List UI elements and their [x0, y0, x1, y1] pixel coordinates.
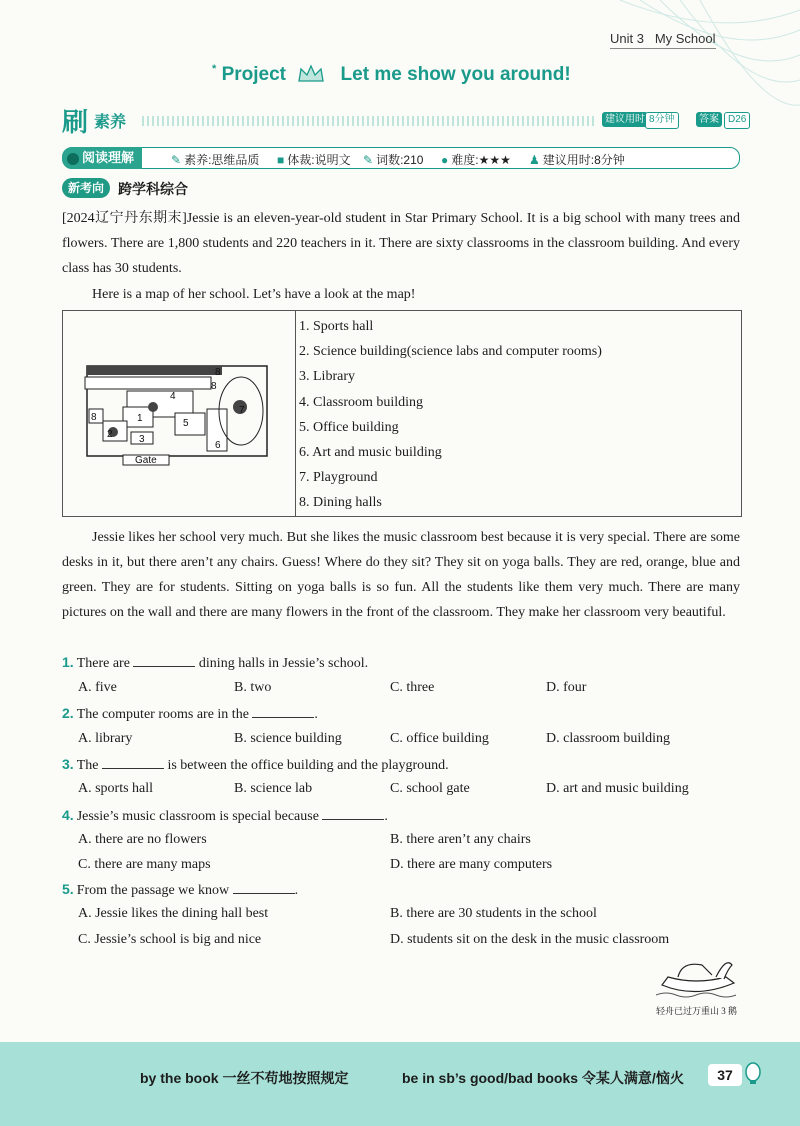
legend-item: 7. Playground [299, 470, 378, 486]
question-3: 3. The is between the office building and the playground. [62, 756, 449, 773]
unit-header [610, 31, 716, 49]
answer-tag-value: D26 [724, 112, 750, 129]
passage-paragraph-1: [2024辽宁丹东期末]Jessie is an eleven-year-old student in Star Primary School. It is a big school with many trees and flowers. There are 1,800 students and 220 teachers in it. There are sixty classrooms in the classroom building. And every class has 30 students. [62, 211, 740, 276]
q5-option-c[interactable]: C. Jessie’s school is big and nice [78, 932, 262, 947]
section-stripe [142, 116, 597, 126]
answer-blank[interactable] [233, 881, 295, 894]
map-label-6: 6 [215, 440, 221, 451]
unit-title: My School [654, 31, 716, 46]
map-label-3: 3 [139, 434, 145, 445]
q2-option-d[interactable]: D. classroom building [546, 731, 671, 746]
footer-phrase-2: be in sb’s good/bad books 令某人满意/恼火 [402, 1070, 684, 1086]
q1-option-c[interactable]: C. three [390, 680, 435, 695]
school-map [63, 311, 296, 516]
q1-option-a[interactable]: A. five [78, 680, 117, 695]
q3-option-c[interactable]: C. school gate [390, 781, 470, 796]
bullet-icon [67, 153, 79, 165]
suyang-label: 素养 [94, 114, 127, 131]
answer-blank[interactable] [252, 705, 314, 718]
illustration-caption: 轻舟已过万重山 3 鹅 [656, 1006, 738, 1016]
legend-item: 5. Office building [299, 419, 399, 435]
answer-tag-label: 答案 [696, 112, 722, 127]
q5-option-d[interactable]: D. students sit on the desk in the music classroom [390, 932, 670, 947]
map-label-1: 1 [137, 413, 143, 424]
time-tag-value: 8分钟 [645, 112, 679, 129]
q3-option-a[interactable]: A. sports hall [78, 781, 154, 796]
question-1: 1. There are dining halls in Jessie’s school. [62, 654, 369, 671]
q2-option-b[interactable]: B. science building [234, 731, 342, 746]
map-label-4: 4 [170, 391, 176, 402]
answer-blank[interactable] [102, 756, 164, 769]
q1-option-b[interactable]: B. two [234, 680, 272, 695]
q4-option-d[interactable]: D. there are many computers [390, 857, 553, 872]
answer-blank[interactable] [133, 654, 195, 667]
meta-suyang: ✎ 素养:思维品质 [171, 153, 260, 167]
new-exam-badge: 新考向 [62, 178, 110, 198]
school-map-drawing [63, 311, 295, 516]
shua-label: 刷 [62, 107, 89, 137]
map-top-wall [87, 366, 222, 375]
project-title-text: Let me show you around! [340, 64, 571, 85]
map-label-5: 5 [183, 418, 189, 429]
reading-title: 阅读理解 [62, 147, 142, 169]
passage-paragraph-2: Here is a map of her school. Let’s have a look at the map! [92, 287, 416, 302]
map-label-8-top: 8 [215, 367, 221, 378]
q4-option-c[interactable]: C. there are many maps [78, 857, 211, 872]
reading-info-bar [62, 147, 740, 169]
meta-genre: ■ 体裁:说明文 [277, 153, 351, 167]
crown-icon [297, 63, 325, 83]
map-label-8-left: 8 [91, 412, 97, 423]
q4-option-a[interactable]: A. there are no flowers [78, 832, 207, 847]
q3-option-d[interactable]: D. art and music building [546, 781, 689, 796]
q3-option-b[interactable]: B. science lab [234, 781, 313, 796]
q2-option-c[interactable]: C. office building [390, 731, 489, 746]
legend-item: 3. Library [299, 369, 355, 385]
map-table [62, 310, 742, 517]
cross-subject-label: 跨学科综合 [118, 181, 188, 197]
footer-phrase-1: by the book 一丝不苟地按照规定 [140, 1070, 349, 1086]
passage-paragraph-3: Jessie likes her school very much. But she likes the music classroom best because it is very special. There are some desks in it, but there aren’t any chairs. Guess! Where do they sit? They sit on yoga balls. They are red, orange, blue and green. They are for students. Sitting on yoga balls is so fun. All the students like them very much. There are many pictures on the wall and there are many flowers in the front of the classroom. They make her classroom very beautiful. [62, 530, 740, 620]
map-legend [299, 314, 739, 516]
page-number: 37 [708, 1064, 742, 1086]
legend-item: 2. Science building(science labs and computer rooms) [299, 344, 602, 360]
question-2: 2. The computer rooms are in the . [62, 705, 318, 722]
legend-item: 6. Art and music building [299, 444, 442, 460]
legend-item: 4. Classroom building [299, 394, 424, 410]
question-4: 4. Jessie’s music classroom is special because . [62, 807, 388, 824]
boat-illustration-icon [656, 955, 740, 1001]
q1-option-d[interactable]: D. four [546, 680, 587, 695]
legend-item: 1. Sports hall [299, 319, 374, 334]
q2-option-a[interactable]: A. library [78, 731, 133, 746]
project-label: Project [221, 64, 286, 85]
map-gate-label: Gate [135, 455, 157, 466]
q5-option-a[interactable]: A. Jessie likes the dining hall best [78, 906, 269, 921]
map-label-7: 7 [239, 405, 245, 416]
unit-number: Unit 3 [610, 31, 644, 46]
section-bar [62, 104, 747, 137]
question-5: 5. From the passage we know . [62, 881, 299, 898]
map-label-8-mid: 8 [211, 381, 217, 392]
meta-words: ✎ 词数:210 [363, 153, 424, 167]
meta-difficulty: ● 难度:★★★ [441, 153, 511, 167]
map-label-2: 2 [107, 429, 113, 440]
answer-blank[interactable] [322, 807, 384, 820]
q4-option-b[interactable]: B. there aren’t any chairs [390, 832, 531, 847]
meta-time: ♟ 建议用时:8分钟 [529, 153, 625, 167]
legend-item: 8. Dining halls [299, 495, 382, 511]
q5-option-b[interactable]: B. there are 30 students in the school [390, 906, 597, 921]
bulb-icon [744, 1062, 762, 1086]
project-heading: * Project Let me show you around! [212, 63, 571, 85]
time-tag-label: 建议用时 [602, 112, 648, 127]
